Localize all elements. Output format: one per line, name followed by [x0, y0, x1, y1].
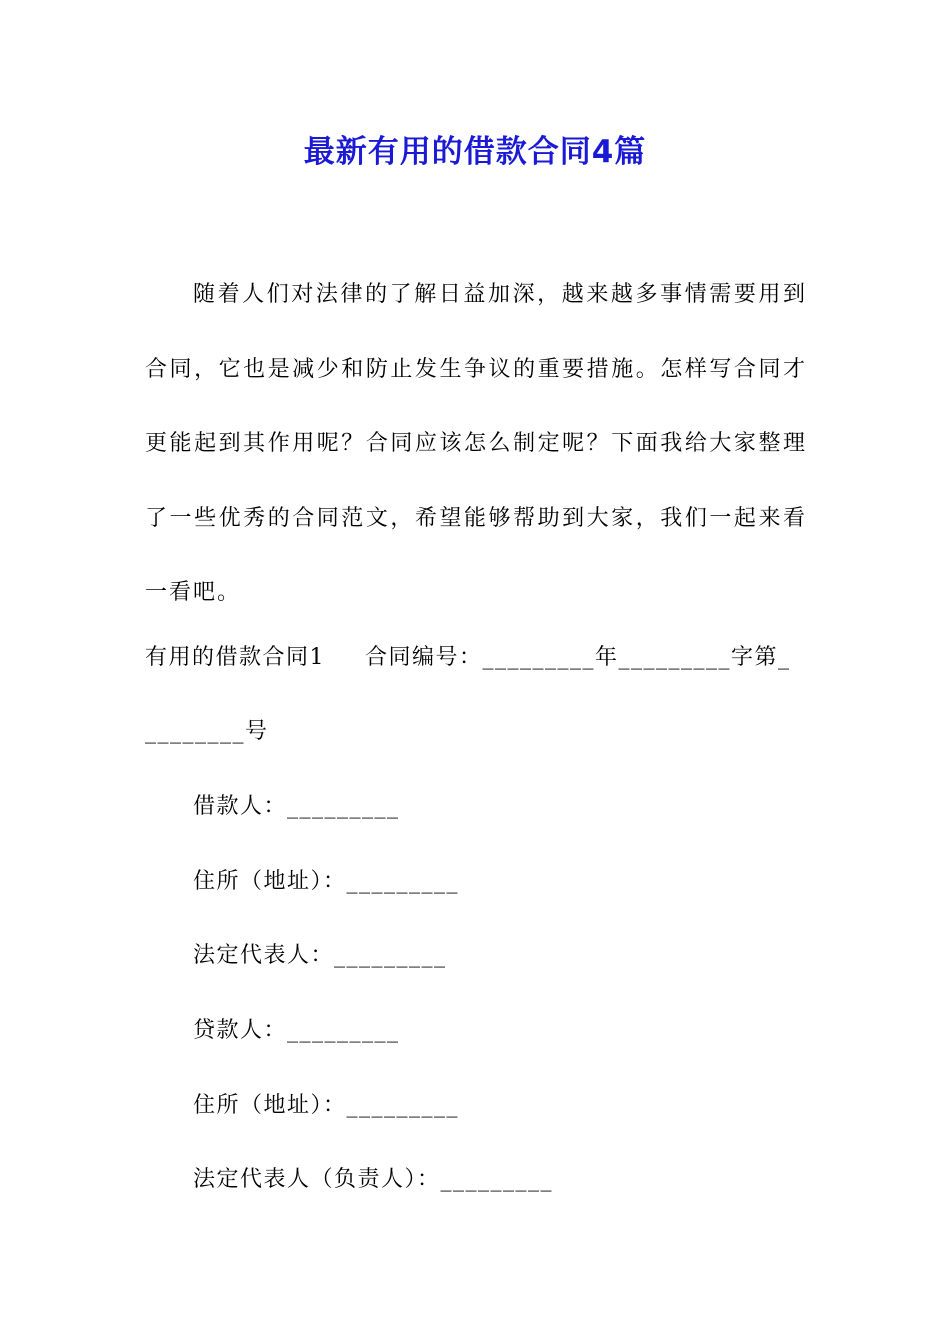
lender-field: 贷款人：_________ — [193, 1018, 400, 1043]
document-title: 最新有用的借款合同4篇 — [303, 134, 647, 170]
borrower-field: 借款人：_________ — [193, 794, 400, 819]
borrower-legal-rep-field: 法定代表人：_________ — [193, 943, 447, 968]
contract-number-line: 合同编号：_________年_________字第_ — [365, 645, 791, 670]
lender-address-field: 住所（地址）：_________ — [193, 1093, 460, 1118]
contract-heading-line — [145, 638, 791, 678]
contract-number-tail: ________号 — [145, 719, 269, 744]
intro-paragraph: 随着人们对法律的了解日益加深，越来越多事情需要用到合同，它也是减少和防止发生争议的重要措施。怎样写合同才更能起到其作用呢？合同应该怎么制定呢？下面我给大家整理了一些优秀的合同范文，希望能够帮助到大家，我们一起来看一看吧。 — [145, 282, 807, 605]
lender-legal-rep-field: 法定代表人（负责人）：_________ — [193, 1167, 554, 1192]
borrower-address-field: 住所（地址）：_________ — [193, 869, 460, 894]
contract-heading: 有用的借款合同1 — [145, 645, 325, 670]
